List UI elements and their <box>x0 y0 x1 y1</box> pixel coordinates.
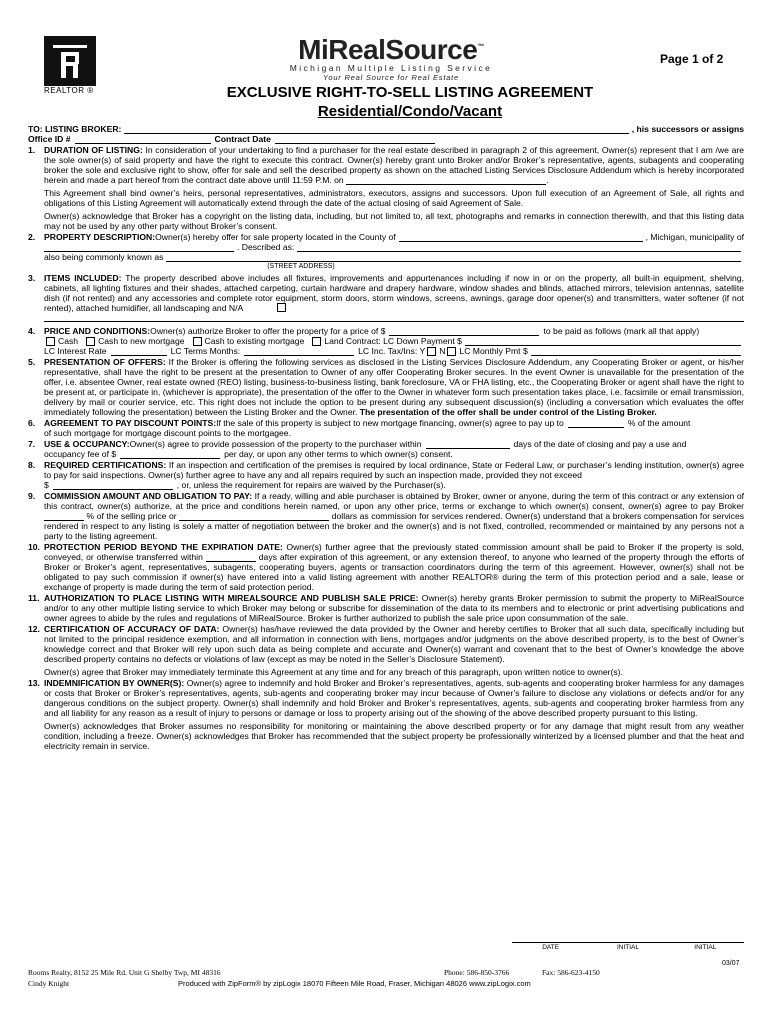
section-text: Owner(s) agree to provide possession of the property to the purchaser within <box>129 439 422 449</box>
new-mortgage-label: Cash to new mortgage <box>98 336 185 346</box>
section-text: If a ready, willing and able purchaser is obtained by Broker, owner or anyone, during the term of this contract or any extension of this contract, owner(s) authorize, at the price and conditions herein named, or upon any other price, terms or exchange to which owner(s) consent, owner(s) agree to pay Broker <box>44 491 744 511</box>
footer-agent-name: Cindy Knight <box>28 979 70 988</box>
document-subtitle: Residential/Condo/Vacant <box>317 103 503 120</box>
section-text: In consideration of your undertaking to find a purchaser for the real estate described in paragraph 2 of this agreement, Owner(s) represent that I am /we are the sole owner(s) of said property and have the right to execute this contract. Owner(s) hereby grant unto Broker and/or Broker’s representative, agents, subagents and cooperating broker the sole and exclusive right to show, offer for sale and sell the described property as shown on the attached Listing Services Disclosure Addendum which is hereby incorporated herein and made a part hereof from the contract date above until 11:59 P.M. on <box>44 145 745 185</box>
section-text-tail: days of the date of closing and pay a use and <box>513 439 687 449</box>
cash-label: Cash <box>58 336 79 346</box>
realtor-label: REALTOR ® <box>44 86 94 95</box>
revision-date: 03/07 <box>722 960 740 967</box>
section-discount-points <box>28 418 744 438</box>
office-row <box>28 134 744 144</box>
date-field[interactable] <box>512 936 589 943</box>
section-heading: PRICE AND CONDITIONS: <box>44 326 151 336</box>
lc-monthly-payment-label: LC Monthly Pmt $ <box>459 346 528 356</box>
section-number: 10. <box>28 542 40 552</box>
occupancy-fee-tail: per day, or upon any other terms to which owner(s) consent. <box>224 449 453 459</box>
initial-label-1: INITIAL <box>616 944 640 951</box>
section-text-rest: understand that a brokers compensation for services rendered in respect to any listing is solely a matter of negotiation between the broker and the owner(s) and is not fixed, controlled, recommended or maintained by any persons not a party to the listing agreement. <box>44 511 745 541</box>
section-number: 2. <box>28 232 36 242</box>
section-accuracy-of-data <box>28 624 744 664</box>
section-duration-binding: This Agreement shall bind owner’s heirs, personal representatives, administrators, executors, assigns and successors. Upon full execution of an Agreement of Sale, all rights and obligations of this Listing Agreement will automatically extend through the date of the actual closing of said Agreement of Sale. <box>44 188 744 208</box>
section-heading: REQUIRED CERTIFICATIONS: <box>44 460 167 470</box>
discount-points-field[interactable] <box>568 419 624 428</box>
section-text-tail: , or, unless the requirement for repairs are waived by the Purchaser(s). <box>176 480 446 490</box>
date-label: DATE <box>542 944 560 951</box>
brand-tagline: Michigan Multiple Listing Service <box>289 63 493 73</box>
commission-percent-field[interactable] <box>44 512 84 521</box>
section-price-conditions <box>28 326 744 356</box>
agreement-body <box>28 124 744 751</box>
section-use-occupancy <box>28 439 744 459</box>
common-address-row <box>28 252 744 262</box>
section-number: 7. <box>28 439 36 449</box>
footer-phone: Phone: 586-850-3766 <box>444 968 510 977</box>
items-included-extra-field[interactable] <box>44 313 744 322</box>
commission-dollars-label: dollars as commission for services rendered. Owner(s) <box>331 511 541 521</box>
listing-broker-label: TO: LISTING BROKER: <box>28 124 122 134</box>
payment-options-row <box>44 336 744 346</box>
county-field[interactable] <box>399 233 643 242</box>
section-indemnification <box>28 678 744 718</box>
section-text: The property described above includes all fixtures, improvements and appurtenances including if now in or on the property, all built-in equipment, shelving, cabinets, all lighting fixtures and their shades, attached carpeting, curtain hardware and drapery hardware, window shades and blinds, attached mirrors, television antennas, satellite dish (if not rented) and any accessories and complete rotor equipment, storm doors, storm windows, screens, awnings, garage door opener(s) and transmitters, water softener (if not rented), attached humidifier, all landscaping and N/A <box>44 273 744 313</box>
section-heading: DURATION OF LISTING: <box>44 145 143 155</box>
described-as-label: . Described as: <box>237 242 295 252</box>
section-text-tail: % of the amount <box>627 418 691 428</box>
brand-slogan: Your Real Source for Real Estate <box>322 73 460 82</box>
lc-terms-field[interactable] <box>244 347 354 356</box>
office-id-field[interactable] <box>75 135 211 144</box>
section-text-end: . <box>546 175 549 185</box>
office-id-label: Office ID # <box>28 134 71 144</box>
commission-percent-label: % of the selling price or <box>86 511 177 521</box>
lc-interest-rate-field[interactable] <box>111 347 167 356</box>
section-heading: ITEMS INCLUDED: <box>44 273 122 283</box>
section-heading: AGREEMENT TO PAY DISCOUNT POINTS: <box>44 418 217 428</box>
section-number: 5. <box>28 357 36 367</box>
page-number: Page 1 of 2 <box>660 52 724 66</box>
section-text: If the sale of this property is subject to new mortgage financing, owner(s) agree to pay up to <box>216 418 564 428</box>
listing-broker-row <box>28 124 744 134</box>
street-address-field[interactable] <box>166 253 741 262</box>
successors-text: , his successors or assigns <box>631 124 744 134</box>
section-heading: PROTECTION PERIOD BEYOND THE EXPIRATION DATE: <box>44 542 283 552</box>
street-address-caption: (STREET ADDRESS) <box>267 263 335 270</box>
section-heading: PRESENTATION OF OFFERS: <box>44 357 166 367</box>
section-text: Owner(s) further agree that the previously stated commission amount shall be paid to Broker if the property is sold, conveyed, or otherwise transferred within <box>44 542 744 562</box>
na-checkbox[interactable] <box>277 303 286 312</box>
land-contract-checkbox[interactable] <box>312 337 321 346</box>
cash-checkbox[interactable] <box>46 337 55 346</box>
section-commission <box>28 491 744 541</box>
section-heading: PROPERTY DESCRIPTION: <box>44 232 156 242</box>
footer-fax: Fax: 586-623-4150 <box>542 968 600 977</box>
price-field[interactable] <box>389 327 539 336</box>
commonly-known-label: also being commonly known as <box>44 252 164 262</box>
section-text: Owner(s) hereby grants Broker permission to submit the property to MiRealSource and/or to any other multiple listing service to which Broker may belong or subscribe for dissemination of the data to its members and to electronic or print advertising publications and owner agrees to abide by the rules and regulations of MiRealSource. Broker is further authorized to publish the sale price upon consummation of the sale. <box>44 593 744 623</box>
section-heading: COMMISSION AMOUNT AND OBLIGATION TO PAY: <box>44 491 253 501</box>
lc-down-payment-field[interactable] <box>465 337 741 346</box>
section-text-line2: of such mortgage for mortgage discount points to the mortgagee. <box>44 428 291 438</box>
section-presentation-offers <box>28 357 744 417</box>
listing-broker-field[interactable] <box>124 125 628 134</box>
new-mortgage-checkbox[interactable] <box>86 337 95 346</box>
section-number: 8. <box>28 460 36 470</box>
section-heading: AUTHORIZATION TO PLACE LISTING WITH MIREALSOURCE AND PUBLISH SALE PRICE: <box>44 593 419 603</box>
initial-field-1[interactable] <box>589 936 666 943</box>
footer-address: Rooms Realty, 8152 25 Mile Rd. Unit G Shelby Twp, MI 48316 <box>28 968 221 977</box>
possession-days-field[interactable] <box>426 440 510 449</box>
lc-terms-label: LC Terms Months: <box>170 346 241 356</box>
section-number: 13. <box>28 678 40 688</box>
lc-tax-no-checkbox[interactable] <box>447 347 456 356</box>
contract-date-label: Contract Date <box>214 134 271 144</box>
initials-block <box>512 936 744 951</box>
section-text: Owner(s) agree to indemnify and hold Broker and Broker’s representatives, agents, sub-agents and cooperating broker harmless for any damages or costs that Broker or Broker’s representatives, agents, sub-agents and cooperating broker may incur because of Owner’s failure to disclose any violations or defects and/or for any dangerous conditions on the subject property. Owner(s) shall indemnify and hold Broker and Broker’s representatives, agents, sub-agents and cooperating broker harmless from any and all liability for any reason as a result of injury to persons or damage or loss to property arising out of the showing of the above described property pursuant to this listing. <box>44 678 744 718</box>
lc-tax-yes-checkbox[interactable] <box>427 347 436 356</box>
section-number: 6. <box>28 418 36 428</box>
initial-label-2: INITIAL <box>694 944 717 951</box>
section-text: Owner(s) authorize Broker to offer the property for a price of $ <box>150 326 386 336</box>
section-heading: CERTIFICATION OF ACCURACY OF DATA: <box>44 624 220 634</box>
section-number: 3. <box>28 273 36 283</box>
lc-interest-rate-label: LC Interest Rate <box>44 346 107 356</box>
section-text-tail: to be paid as follows (mark all that apply) <box>543 326 700 336</box>
footer-zipform: Produced with ZipForm® by zipLogix 18070 Fifteen Mile Road, Fraser, Michigan 48026 www.zipLogix.com <box>178 979 531 988</box>
section-heading: INDEMNIFICATION BY OWNER(S): <box>44 678 185 688</box>
contract-date-field[interactable] <box>275 135 435 144</box>
section-bold-text: The presentation of the offer shall be under control of the Listing Broker. <box>357 407 657 417</box>
section-number: 4. <box>28 326 36 336</box>
land-contract-label: Land Contract: LC Down Payment $ <box>324 336 462 346</box>
existing-mortgage-checkbox[interactable] <box>193 337 202 346</box>
section-number: 11. <box>28 593 40 603</box>
brand-name: MiRealSource <box>298 34 478 65</box>
section-duration <box>28 145 744 185</box>
section-required-certifications <box>28 460 744 490</box>
lc-terms-row <box>44 346 744 356</box>
lc-inc-tax-label: LC Inc. Tax/Ins: Y <box>358 346 426 356</box>
brand-trademark: ™ <box>477 43 484 51</box>
section-indemnification-weather: Owner(s) acknowledges that Broker assumes no responsibility for monitoring or maintaining the above described property or for any damage that might result from any weather condition, including a freeze. Owner(s) acknowledges that Broker has recommended that the subject property be professionally winterized by a licensed plumber and that the heat and electricity remain in service. <box>44 721 744 751</box>
initial-field-2[interactable] <box>667 936 744 943</box>
existing-mortgage-label: Cash to existing mortgage <box>204 336 305 346</box>
section-mls-authorization <box>28 593 744 623</box>
section-accuracy-termination: Owner(s) agree that Broker may immediately terminate this Agreement at any time and for any breach of this paragraph, upon written notice to owner(s). <box>44 667 623 677</box>
section-text: Owner(s) hereby offer for sale property located in the County of <box>155 232 396 242</box>
section-text: Owner(s) has/have reviewed the data provided by the Owner and hereby certifies to Broker that all such data, specifically including but not limited to the principal residence exemption, and all information in connection with liens, mortgages and/or judgments on the above described property, is to the best of Owner’s knowledge correct and that Broker will rely upon such data as being complete and accurate and Owner(s) warrant and covenant that to the best of Owner’s knowledge the above described property contains no defects or violations of law (except as may be noted in the Seller’s Disclosure Statement). <box>44 624 744 664</box>
section-heading: USE & OCCUPANCY: <box>44 439 130 449</box>
document-title: EXCLUSIVE RIGHT-TO-SELL LISTING AGREEMENT <box>226 84 594 101</box>
section-text: If the Broker is offering the following services as disclosed in the Listing Services Disclosure Addendum, any Cooperating Broker or agent, or his/her representative, shall have the right to be present at the presentation to Owner of any offer Cooperating Broker secures. In the event Owner is unavailable for the presentation of the offer, i.e. absentee Owner, real estate owned (REO) listing, business-to-business listing, bank foreclosure, VA or FHA listing, etc., the Cooperating Broker or agent shall have the right to be present at, or participate in, (whichever is appropriate), the presentation of the offer to the Owner in whatever form such presentation takes place, i.e. facsimile or email transmission, delivery by mail or courier service, etc. This right does not include the option to be present during any subsequent discussion(s) (including a conversation which evaluates the offer immediately following the presentation) between the Listing Broker and the Owner. <box>44 357 744 417</box>
section-items-included <box>28 273 744 313</box>
occupancy-fee-label: occupancy fee of $ <box>44 449 117 459</box>
realtor-logo <box>44 36 96 86</box>
lc-monthly-payment-field[interactable] <box>531 347 741 356</box>
section-text-rest: days after expiration of this agreement, or any extension thereof, to anyone who learned of the property through the efforts of Broker or Broker’s agent, representatives, subagents, cooperating buyers, agents or transaction coordinators during the term of this agreement. However, owner(s) shall not be obligated to pay such commission if owner(s) have entered into a valid listing agreement with another REALTOR® during the term of this protection period and a sale, lease or exchange of property is made during the term of said protection period. <box>44 552 744 592</box>
commission-dollars-field[interactable] <box>179 512 329 521</box>
municipality-field[interactable] <box>44 243 234 252</box>
michigan-municipality-text: , Michigan, municipality of <box>645 232 744 242</box>
occupancy-fee-field[interactable] <box>120 450 220 459</box>
section-number: 1. <box>28 145 36 155</box>
section-duration-copyright: Owner(s) acknowledge that Broker has a copyright on the listing data, including, but not limited to, all text, photographs and remarks in connection therewith, and that this listing data may not be used by any other party without Broker’s consent. <box>44 211 744 231</box>
section-text: If an inspection and certification of the premises is required by local ordinance, State or Federal Law, or purchaser’s lending institution, owner(s) agree to pay for said inspections. Owner(s) further agree to have any and all repairs required by such an inspection made, provided they not exceed <box>44 460 744 480</box>
expiration-date-field[interactable] <box>346 175 549 185</box>
lc-tax-no-label: N <box>439 346 446 356</box>
mirealsource-logo <box>286 34 496 82</box>
repair-limit-dollar: $ <box>44 480 49 490</box>
section-property-description <box>28 232 744 252</box>
protection-days-field[interactable] <box>206 553 256 562</box>
repair-limit-field[interactable] <box>53 481 173 490</box>
section-number: 9. <box>28 491 36 501</box>
section-protection-period <box>28 542 744 592</box>
section-number: 12. <box>28 624 40 634</box>
legal-description-field[interactable] <box>297 243 741 252</box>
